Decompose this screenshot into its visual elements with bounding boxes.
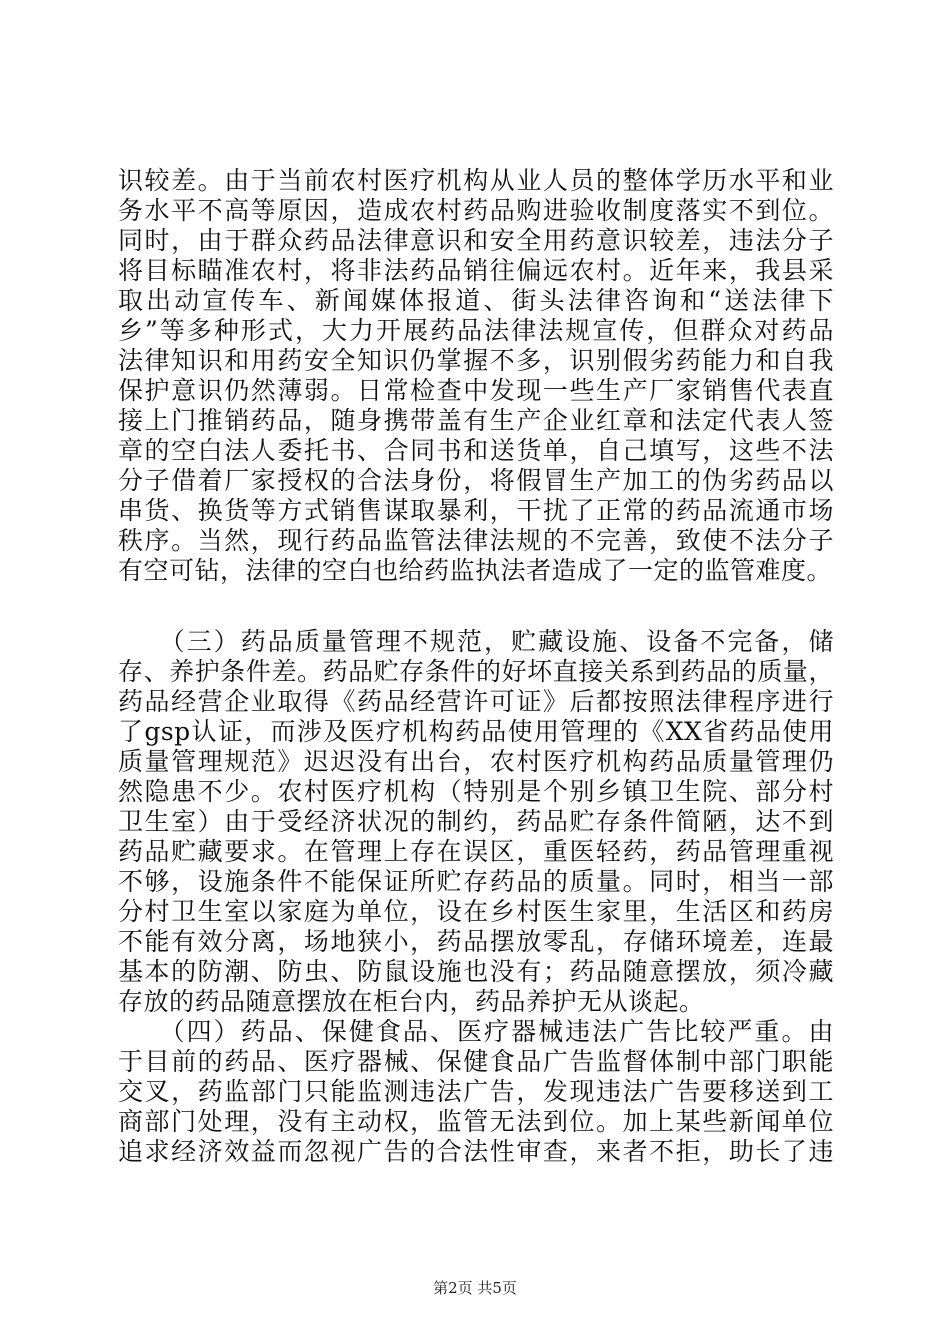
text-line: 不够，设施条件不能保证所贮存药品的质量。同时，相当一部 bbox=[118, 867, 834, 896]
text-line: 存放的药品随意摆放在柜台内，药品养护无从谈起。 bbox=[118, 987, 705, 1016]
text-line: 法律知识和用药安全知识仍掌握不多，识别假劣药能力和自我 bbox=[118, 346, 834, 375]
text-line: 串货、换货等方式销售谋取暴利，干扰了正常的药品流通市场 bbox=[118, 496, 834, 525]
text-line: 接上门推销药品，随身携带盖有生产企业红章和法定代表人签 bbox=[118, 406, 834, 435]
document-body bbox=[118, 166, 834, 1167]
text-line: 药品贮藏要求。在管理上存在误区，重医轻药，药品管理重视 bbox=[118, 837, 834, 866]
text-line: 了gsp认证，而涉及医疗机构药品使用管理的《XX省药品使用 bbox=[118, 717, 834, 746]
text-line: （四）药品、保健食品、医疗器械违法广告比较严重。由 bbox=[118, 1017, 834, 1046]
text-line: 商部门处理，没有主动权，监管无法到位。加上某些新闻单位 bbox=[118, 1107, 834, 1136]
text-line: 识较差。由于当前农村医疗机构从业人员的整体学历水平和业 bbox=[118, 166, 834, 195]
text-line: 卫生室）由于受经济状况的制约，药品贮存条件简陋，达不到 bbox=[118, 807, 834, 836]
text-line: 追求经济效益而忽视广告的合法性审查，来者不拒，助长了违 bbox=[118, 1137, 834, 1166]
text-line: 分子借着厂家授权的合法身份，将假冒生产加工的伪劣药品以 bbox=[118, 466, 834, 495]
text-line: 质量管理规范》迟迟没有出台，农村医疗机构药品质量管理仍 bbox=[118, 747, 834, 776]
page-footer: 第2页 共5页 bbox=[433, 1279, 517, 1297]
text-line: 务水平不高等原因，造成农村药品购进验收制度落实不到位。 bbox=[118, 196, 834, 225]
text-line: 然隐患不少。农村医疗机构（特别是个别乡镇卫生院、部分村 bbox=[118, 777, 834, 806]
text-line: 保护意识仍然薄弱。日常检查中发现一些生产厂家销售代表直 bbox=[118, 376, 834, 405]
text-line: 于目前的药品、医疗器械、保健食品广告监督体制中部门职能 bbox=[118, 1047, 834, 1076]
text-line: 乡”等多种形式，大力开展药品法律法规宣传，但群众对药品 bbox=[118, 316, 834, 345]
text-line: 有空可钻，法律的空白也给药监执法者造成了一定的监管难度。 bbox=[118, 556, 833, 585]
text-line: 同时，由于群众药品法律意识和安全用药意识较差，违法分子 bbox=[118, 226, 834, 255]
text-line: 分村卫生室以家庭为单位，设在乡村医生家里，生活区和药房 bbox=[118, 897, 834, 926]
text-line: （三）药品质量管理不规范，贮藏设施、设备不完备，储 bbox=[118, 627, 834, 656]
text-line: 存、养护条件差。药品贮存条件的好坏直接关系到药品的质量， bbox=[118, 657, 834, 686]
text-line: 交叉，药监部门只能监测违法广告，发现违法广告要移送到工 bbox=[118, 1077, 834, 1106]
text-line: 秩序。当然，现行药品监管法律法规的不完善，致使不法分子 bbox=[118, 526, 834, 555]
paragraph-gap bbox=[118, 586, 834, 627]
text-line: 章的空白法人委托书、合同书和送货单，自己填写，这些不法 bbox=[118, 436, 834, 465]
text-line: 不能有效分离，场地狭小，药品摆放零乱，存储环境差，连最 bbox=[118, 927, 834, 956]
text-line: 基本的防潮、防虫、防鼠设施也没有；药品随意摆放，须冷藏 bbox=[118, 957, 834, 986]
text-line: 将目标瞄准农村，将非法药品销往偏远农村。近年来，我县采 bbox=[118, 256, 834, 285]
text-line: 取出动宣传车、新闻媒体报道、街头法律咨询和“送法律下 bbox=[118, 286, 834, 315]
text-line: 药品经营企业取得《药品经营许可证》后都按照法律程序进行 bbox=[118, 687, 834, 716]
